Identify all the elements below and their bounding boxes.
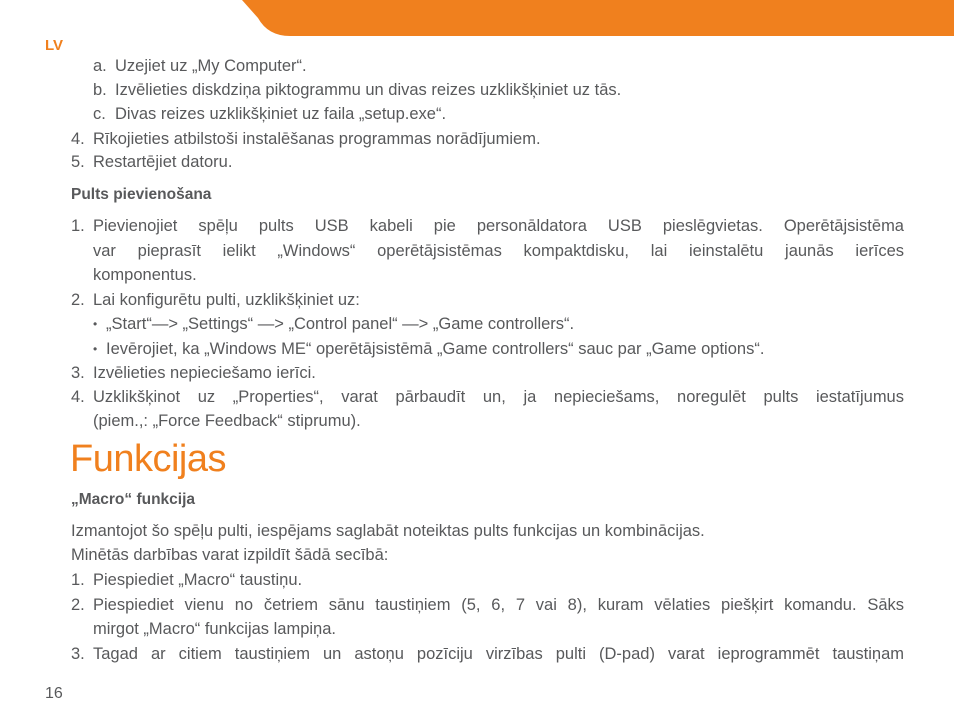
step-b-text: Izvēlieties diskdziņa piktogrammu un divas reizes uzklikšķiniet uz tās. bbox=[115, 81, 622, 99]
step-a-text: Uzejiet uz „My Computer“. bbox=[115, 57, 307, 75]
step-5-text: Restartējiet datoru. bbox=[93, 153, 233, 171]
bullet-2-text: Ievērojiet, ka „Windows ME“ operētājsistēmā „Game controllers“ sauc par „Game options“. bbox=[106, 340, 765, 358]
connect-step-1-line-1: Pievienojiet spēļu pults USB kabeli pie personāldatora USB pieslēgvietas. Operētājsistēma bbox=[93, 217, 904, 235]
list-marker: 2. bbox=[71, 291, 85, 309]
connect-step-4-line-1: Uzklikšķinot uz „Properties“, varat pārbaudīt un, ja nepieciešams, noregulēt pults iestatījumus bbox=[93, 388, 904, 406]
intro-paragraph-line-1: Izmantojot šo spēļu pulti, iespējams saglabāt noteiktas pults funkcijas un kombinācijas. bbox=[71, 522, 705, 540]
section-title: Funkcijas bbox=[70, 438, 226, 480]
step-4-text: Rīkojieties atbilstoši instalēšanas programmas norādījumiem. bbox=[93, 130, 541, 148]
list-marker: c. bbox=[93, 105, 106, 123]
macro-step-3-text: Tagad ar citiem taustiņiem un astoņu pozīciju virzības pulti (D-pad) varat ieprogrammēt taustiņam bbox=[93, 645, 904, 663]
connect-step-1-line-3: komponentus. bbox=[93, 266, 197, 284]
bullet-marker: • bbox=[93, 317, 98, 331]
step-c-text: Divas reizes uzklikšķiniet uz faila „setup.exe“. bbox=[115, 105, 447, 123]
connect-step-4-line-2: (piem.,: „Force Feedback“ stiprumu). bbox=[93, 412, 361, 430]
list-marker: b. bbox=[93, 81, 107, 99]
list-marker: 3. bbox=[71, 364, 85, 382]
page-number: 16 bbox=[45, 685, 63, 702]
language-label: LV bbox=[45, 37, 64, 54]
bullet-marker: • bbox=[93, 342, 98, 356]
connect-step-2-text: Lai konfigurētu pulti, uzklikšķiniet uz: bbox=[93, 291, 360, 309]
bullet-1-text: „Start“—> „Settings“ —> „Control panel“ —> „Game controllers“. bbox=[106, 315, 575, 333]
macro-step-2-line-1: Piespiediet vienu no četriem sānu taustiņiem (5, 6, 7 vai 8), kuram vēlaties piešķirt komandu. Sāks bbox=[93, 596, 904, 614]
list-marker: 5. bbox=[71, 153, 85, 171]
header-accent-tab bbox=[0, 0, 954, 36]
list-marker: 1. bbox=[71, 571, 85, 589]
subsection-heading: „Macro“ funkcija bbox=[71, 491, 196, 508]
macro-step-1-text: Piespiediet „Macro“ taustiņu. bbox=[93, 571, 303, 589]
list-marker: 1. bbox=[71, 217, 85, 235]
intro-paragraph-line-2: Minētās darbības varat izpildīt šādā secībā: bbox=[71, 546, 389, 564]
connect-step-1-line-2: var pieprasīt ielikt „Windows“ operētājsistēmas kompaktdisku, lai ieinstalētu jaunās ierīces bbox=[93, 242, 904, 260]
list-marker: 4. bbox=[71, 130, 85, 148]
section-heading: Pults pievienošana bbox=[71, 186, 212, 203]
list-marker: 3. bbox=[71, 645, 85, 663]
list-marker: 4. bbox=[71, 388, 85, 406]
list-marker: a. bbox=[93, 57, 107, 75]
list-marker: 2. bbox=[71, 596, 85, 614]
macro-step-2-line-2: mirgot „Macro“ funkcijas lampiņa. bbox=[93, 620, 336, 638]
connect-step-3-text: Izvēlieties nepieciešamo ierīci. bbox=[93, 364, 316, 382]
